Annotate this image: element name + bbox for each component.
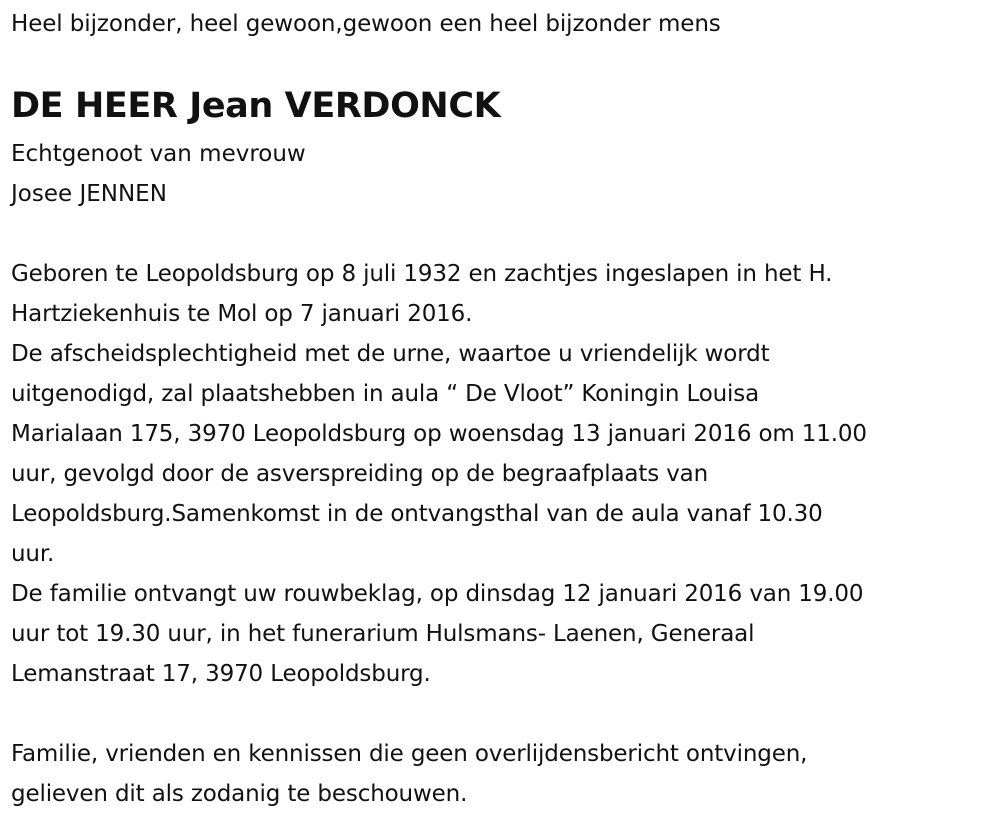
closing-line: Familie, vrienden en kennissen die geen overlijdensbericht ontvingen, — [11, 741, 808, 767]
body-line: uitgenodigd, zal plaatshebben in aula “ De Vloot” Koningin Louisa — [11, 381, 760, 407]
body-line: Marialaan 175, 3970 Leopoldsburg op woensdag 13 januari 2016 om 11.00 — [11, 421, 867, 447]
spouse-name: Josee JENNEN — [11, 181, 167, 207]
body-line: De afscheidsplechtigheid met de urne, waartoe u vriendelijk wordt — [11, 341, 770, 367]
spouse-intro: Echtgenoot van mevrouw — [11, 141, 306, 167]
body-line: Geboren te Leopoldsburg op 8 juli 1932 en zachtjes ingeslapen in het H. — [11, 261, 833, 287]
body-line: uur. — [11, 541, 55, 567]
motto: Heel bijzonder, heel gewoon,gewoon een heel bijzonder mens — [11, 11, 721, 37]
body-line: Leopoldsburg.Samenkomst in de ontvangsthal van de aula vanaf 10.30 — [11, 501, 823, 527]
body-line: De familie ontvangt uw rouwbeklag, op dinsdag 12 januari 2016 van 19.00 — [11, 581, 864, 607]
body-line: uur tot 19.30 uur, in het funerarium Hulsmans- Laenen, Generaal — [11, 621, 755, 647]
deceased-name: DE HEER Jean VERDONCK — [11, 86, 501, 126]
body-line: Lemanstraat 17, 3970 Leopoldsburg. — [11, 661, 431, 687]
closing-line: gelieven dit als zodanig te beschouwen. — [11, 781, 468, 807]
body-line: Hartziekenhuis te Mol op 7 januari 2016. — [11, 301, 473, 327]
body-line: uur, gevolgd door de asverspreiding op de begraafplaats van — [11, 461, 709, 487]
